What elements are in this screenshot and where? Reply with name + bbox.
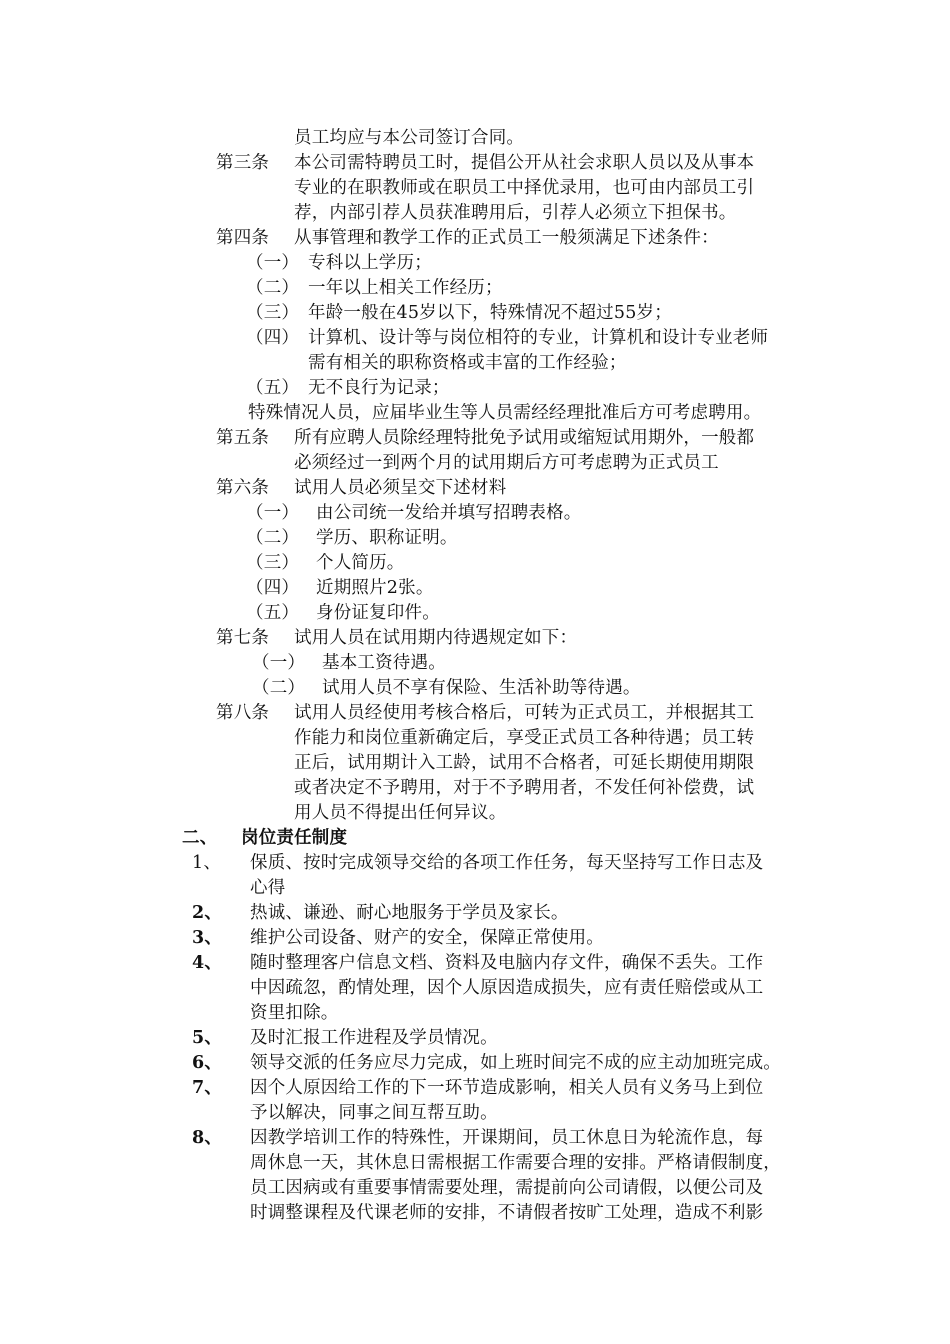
text-line: 专业的在职教师或在职员工中择优录用，也可由内部员工引 — [294, 178, 755, 198]
text-line: 无不良行为记录； — [308, 378, 450, 398]
text-line: 时调整课程及代课老师的安排，不请假者按旷工处理，造成不利影 — [250, 1203, 764, 1223]
text-line: 必须经过一到两个月的试用期后方可考虑聘为正式员工 — [294, 453, 719, 473]
text-line: 个人简历。 — [316, 553, 405, 573]
item-label: （五） — [246, 378, 300, 398]
text-line: 计算机、设计等与岗位相符的专业，计算机和设计专业老师 — [308, 328, 769, 348]
text-line: 试用人员不享有保险、生活补助等待遇。 — [322, 678, 641, 698]
item-label: （一） — [246, 503, 300, 523]
text-line: 所有应聘人员除经理特批免予试用或缩短试用期外，一般都 — [294, 428, 755, 448]
text-line: 随时整理客户信息文档、资料及电脑内存文件，确保不丢失。工作 — [250, 953, 764, 973]
text-line: 试用人员在试用期内待遇规定如下： — [294, 628, 578, 648]
text-line: 身份证复印件。 — [316, 603, 440, 623]
text-line: 因教学培训工作的特殊性，开课期间，员工休息日为轮流作息，每 — [250, 1128, 764, 1148]
text-line: 由公司统一发给并填写招聘表格。 — [316, 503, 582, 523]
item-label: （四） — [246, 328, 300, 348]
text-line: 作能力和岗位重新确定后，享受正式员工各种待遇；员工转 — [294, 728, 755, 748]
text-line: 需有相关的职称资格或丰富的工作经验； — [308, 353, 627, 373]
item-label: （一） — [252, 653, 306, 673]
section-number: 二、 — [182, 828, 218, 848]
item-label: （一） — [246, 253, 300, 273]
list-number: 1、 — [192, 853, 222, 873]
text-line: 或者决定不予聘用，对于不予聘用者，不发任何补偿费，试 — [294, 778, 755, 798]
list-number: 7、 — [192, 1078, 223, 1098]
text-line: 领导交派的任务应尽力完成，如上班时间完不成的应主动加班完成。 — [250, 1053, 781, 1073]
article-4-label: 第四条 — [216, 228, 270, 248]
text-line: 一年以上相关工作经历； — [308, 278, 503, 298]
text-line: 中因疏忽，酌情处理，因个人原因造成损失，应有责任赔偿或从工 — [250, 978, 764, 998]
item-label: （二） — [246, 278, 300, 298]
text-line: 资里扣除。 — [250, 1003, 339, 1023]
item-label: （三） — [246, 553, 300, 573]
text-line: 热诚、谦逊、耐心地服务于学员及家长。 — [250, 903, 569, 923]
text-line: 保质、按时完成领导交给的各项工作任务，每天坚持写工作日志及 — [250, 853, 764, 873]
text-line: 员工均应与本公司签订合同。 — [294, 128, 525, 148]
text-line: 特殊情况人员，应届毕业生等人员需经经理批准后方可考虑聘用。 — [248, 403, 762, 423]
text-line: 正后，试用期计入工龄，试用不合格者，可延长期使用期限 — [294, 753, 755, 773]
list-number: 5、 — [192, 1028, 223, 1048]
list-number: 6、 — [192, 1053, 223, 1073]
text-line: 予以解决，同事之间互帮互助。 — [250, 1103, 498, 1123]
item-label: （四） — [246, 578, 300, 598]
item-label: （五） — [246, 603, 300, 623]
text-line: 员工因病或有重要事情需要处理，需提前向公司请假，以便公司及 — [250, 1178, 764, 1198]
list-number: 4、 — [192, 953, 223, 973]
text-line: 基本工资待遇。 — [322, 653, 446, 673]
item-label: （三） — [246, 303, 300, 323]
article-5-label: 第五条 — [216, 428, 270, 448]
item-label: （二） — [252, 678, 306, 698]
text-line: 荐，内部引荐人员获准聘用后，引荐人必须立下担保书。 — [294, 203, 737, 223]
item-label: （二） — [246, 528, 300, 548]
article-7-label: 第七条 — [216, 628, 270, 648]
article-8-label: 第八条 — [216, 703, 270, 723]
text-line: 从事管理和教学工作的正式员工一般须满足下述条件： — [294, 228, 719, 248]
section-heading: 岗位责任制度 — [241, 828, 348, 848]
text-line: 用人员不得提出任何异议。 — [294, 803, 507, 823]
article-6-label: 第六条 — [216, 478, 270, 498]
text-line: 及时汇报工作进程及学员情况。 — [250, 1028, 498, 1048]
text-line: 周休息一天，其休息日需根据工作需要合理的安排。严格请假制度， — [250, 1153, 781, 1173]
text-line: 因个人原因给工作的下一环节造成影响，相关人员有义务马上到位 — [250, 1078, 764, 1098]
article-3-label: 第三条 — [216, 153, 270, 173]
text-line: 年龄一般在45岁以下，特殊情况不超过55岁； — [308, 303, 672, 323]
text-line: 维护公司设备、财产的安全，保障正常使用。 — [250, 928, 604, 948]
text-line: 专科以上学历； — [308, 253, 432, 273]
text-line: 试用人员经使用考核合格后，可转为正式员工，并根据其工 — [294, 703, 755, 723]
list-number: 2、 — [192, 903, 223, 923]
list-number: 8、 — [192, 1128, 223, 1148]
text-line: 本公司需特聘员工时，提倡公开从社会求职人员以及从事本 — [294, 153, 755, 173]
text-line: 试用人员必须呈交下述材料 — [294, 478, 507, 498]
text-line: 学历、职称证明。 — [316, 528, 458, 548]
list-number: 3、 — [192, 928, 223, 948]
text-line: 近期照片2张。 — [316, 578, 434, 598]
text-line: 心得 — [250, 878, 286, 898]
